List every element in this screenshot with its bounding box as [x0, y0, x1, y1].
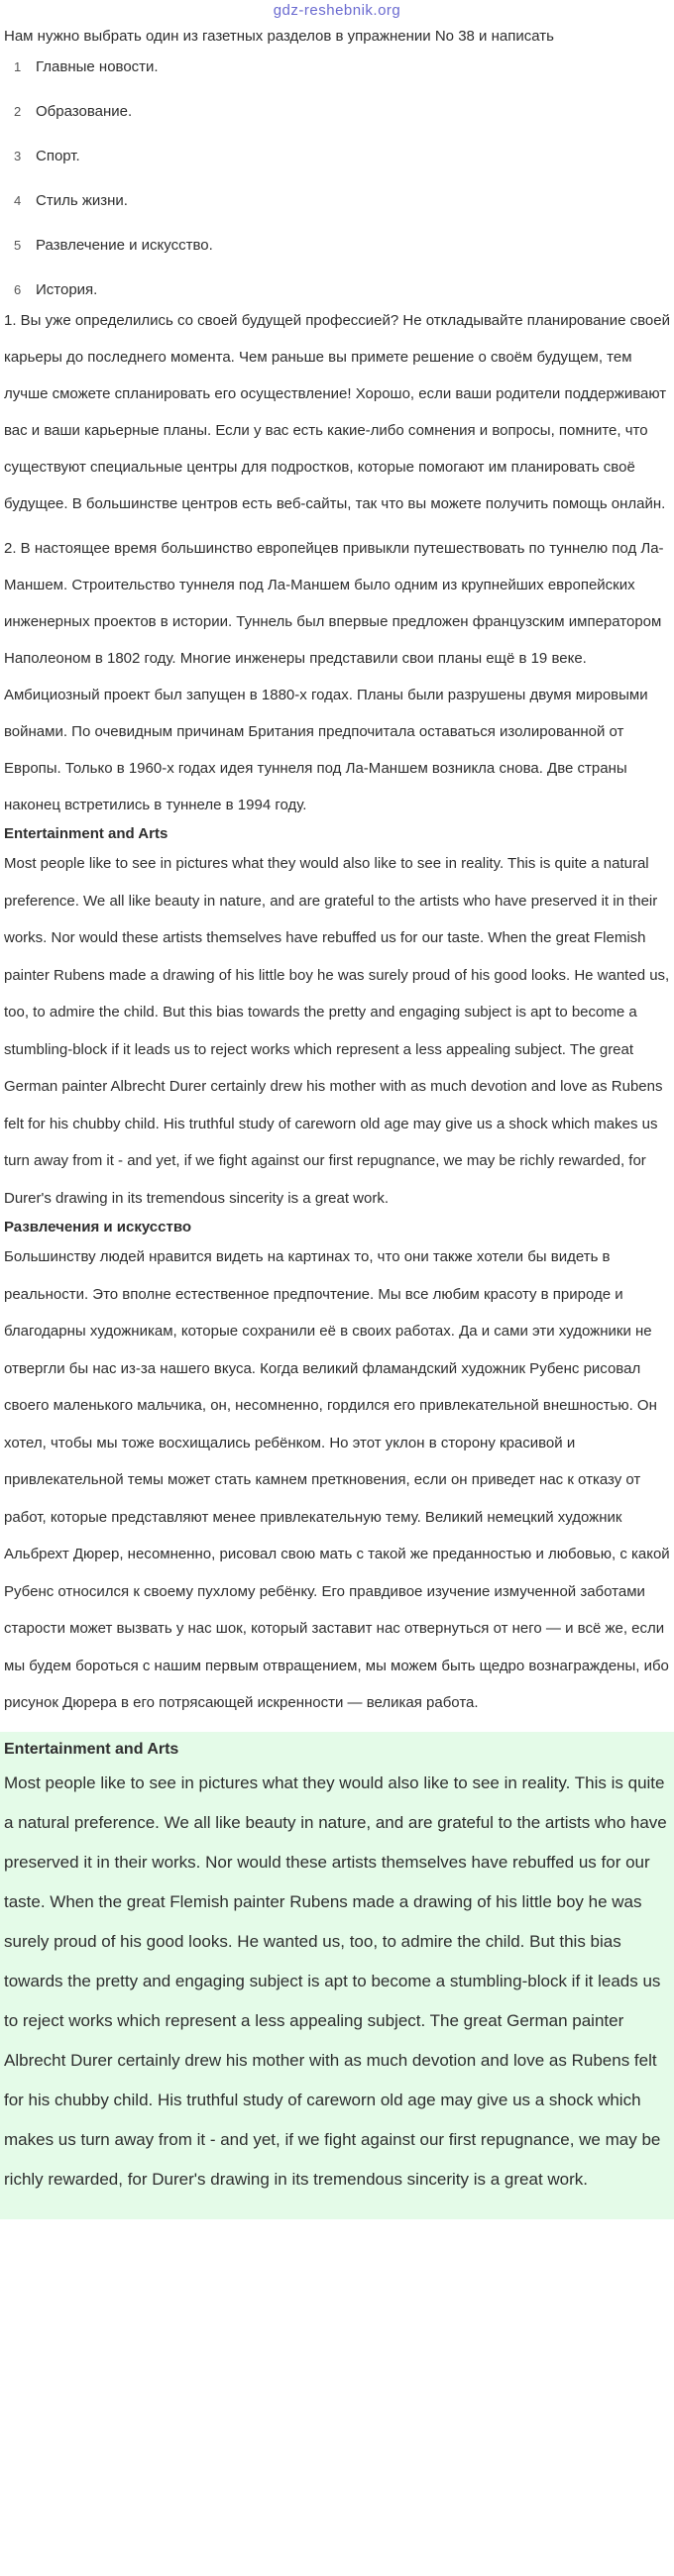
list-item — [14, 236, 674, 280]
list-item — [14, 102, 674, 147]
list-item-number: 2 — [14, 104, 22, 119]
ru-article — [0, 1238, 674, 1722]
highlight-article-text: Most people like to see in pictures what they would also like to see in reality. This is quite a natural preference. We all like beauty in nature, and are grateful to the artists who have preserved it in their works. Nor would these artists themselves have rebuffed us for our taste. When the great Flemish painter Rubens made a drawing of his little boy he was surely proud of his good looks. He wanted us, too, to admire the child. But this bias towards the pretty and engaging subject is apt to become a stumbling-block if it leads us to reject works which represent a less appealing subject. The great German painter Albrecht Durer certainly drew his mother with as much devotion and love as Rubens felt for his chubby child. His truthful study of careworn old age may give us a shock which makes us turn away from it - and yet, if we fight against our first repugnance, we may be richly rewarded, for Durer's drawing in its tremendous sincerity is a great work. — [4, 1772, 667, 2189]
list-item-label: Образование. — [36, 103, 133, 120]
list-item-label: История. — [36, 281, 98, 298]
paragraph-tunnel — [0, 530, 674, 823]
list-item-label: Спорт. — [36, 148, 80, 164]
list-item-label: Стиль жизни. — [36, 192, 128, 209]
intro-text: Нам нужно выбрать один из газетных разделов в упражнении No 38 и написать — [4, 28, 554, 45]
list-item-label: Развлечение и искусство. — [36, 237, 213, 254]
list-item-number: 3 — [14, 149, 22, 163]
list-item — [14, 280, 674, 302]
ru-heading: Развлечения и искусство — [4, 1219, 192, 1235]
paragraph-tunnel-text: 2. В настоящее время большинство европейцев привыкли путешествовать по туннелю под Ла-Маншем. Строительство туннеля под Ла-Маншем было одним из крупнейших европейских инженерных проектов в истории. Туннель был впервые предложен французским императором Наполеоном в 1802 году. Многие инженеры представили свои планы ещё в 19 веке. Амбициозный проект был запущен в 1880-х годах. Планы были разрушены двумя мировыми войнами. По очевидным причинам Британия предпочитала оставаться изолированной от Европы. Только в 1960-х годах идея туннеля под Ла-Маншем возникла снова. Две страны наконец встретились в туннеле в 1994 году. — [4, 540, 664, 813]
list-item-number: 4 — [14, 193, 22, 208]
list-item-number: 6 — [14, 282, 22, 297]
paragraph-career — [0, 302, 674, 522]
paragraph-career-text: 1. Вы уже определились со своей будущей профессией? Не откладывайте планирование своей карьеры до последнего момента. Чем раньше вы примете решение о своём будущем, тем лучше сможете спланировать его осуществление! Хорошо, если ваши родители поддерживают вас и ваши карьерные планы. Если у вас есть какие-либо сомнения и вопросы, помните, что существуют специальные центры для подростков, которые помогают им планировать своё будущее. В большинстве центров есть веб-сайты, так что вы можете получить помощь онлайн. — [4, 312, 670, 512]
list-item-label: Главные новости. — [36, 58, 159, 75]
list-item-number: 1 — [14, 59, 22, 74]
en-heading: Entertainment and Arts — [4, 825, 168, 842]
site-title[interactable]: gdz-reshebnik.org — [273, 2, 401, 19]
en-article-text: Most people like to see in pictures what they would also like to see in reality. This is quite a natural preference. We all like beauty in nature, and are grateful to the artists who have preserved it in their works. Nor would these artists themselves have rebuffed us for our taste. When the great Flemish painter Rubens made a drawing of his little boy he was surely proud of his good looks. He wanted us, too, to admire the child. But this bias towards the pretty and engaging subject is apt to become a stumbling-block if it leads us to reject works which represent a less appealing subject. The great German painter Albrecht Durer certainly drew his mother with as much devotion and love as Rubens felt for his chubby child. His truthful study of careworn old age may give us a shock which makes us turn away from it - and yet, if we fight against our first repugnance, we may be richly rewarded, for Durer's drawing in its tremendous sincerity is a great work. — [4, 855, 670, 1207]
list-item — [14, 57, 674, 102]
highlight-heading: Entertainment and Arts — [4, 1740, 179, 1758]
highlighted-answer — [0, 1732, 674, 2219]
en-article — [0, 845, 674, 1217]
list-item-number: 5 — [14, 238, 22, 253]
list-item — [14, 147, 674, 191]
highlight-article — [0, 1764, 674, 2200]
section-list — [0, 57, 674, 302]
list-item — [14, 191, 674, 236]
ru-article-text: Большинству людей нравится видеть на картинах то, что они также хотели бы видеть в реальности. Это вполне естественное предпочтение. Мы все любим красоту в природе и благодарны художникам, которые сохранили её в своих работах. Да и сами эти художники не отвергли бы нас из-за нашего вкуса. Когда великий фламандский художник Рубенс рисовал своего маленького мальчика, он, несомненно, гордился его привлекательной внешностью. Он хотел, чтобы мы тоже восхищались ребёнком. Но этот уклон в сторону красивой и привлекательной темы может стать камнем преткновения, если он приведет нас к отказу от работ, которые представляют менее привлекательную тему. Великий немецкий художник Альбрехт Дюрер, несомненно, рисовал свою мать с такой же преданностью и любовью, с какой Рубенс относился к своему пухлому ребёнку. Его правдивое изучение измученной заботами старости может вызвать у нас шок, который заставит нас отвернуться от него — и всё же, если мы будем бороться с нашим первым отвращением, мы можем быть щедро вознаграждены, ибо рисунок Дюрера в его потрясающей искренности — великая работа. — [4, 1248, 670, 1711]
